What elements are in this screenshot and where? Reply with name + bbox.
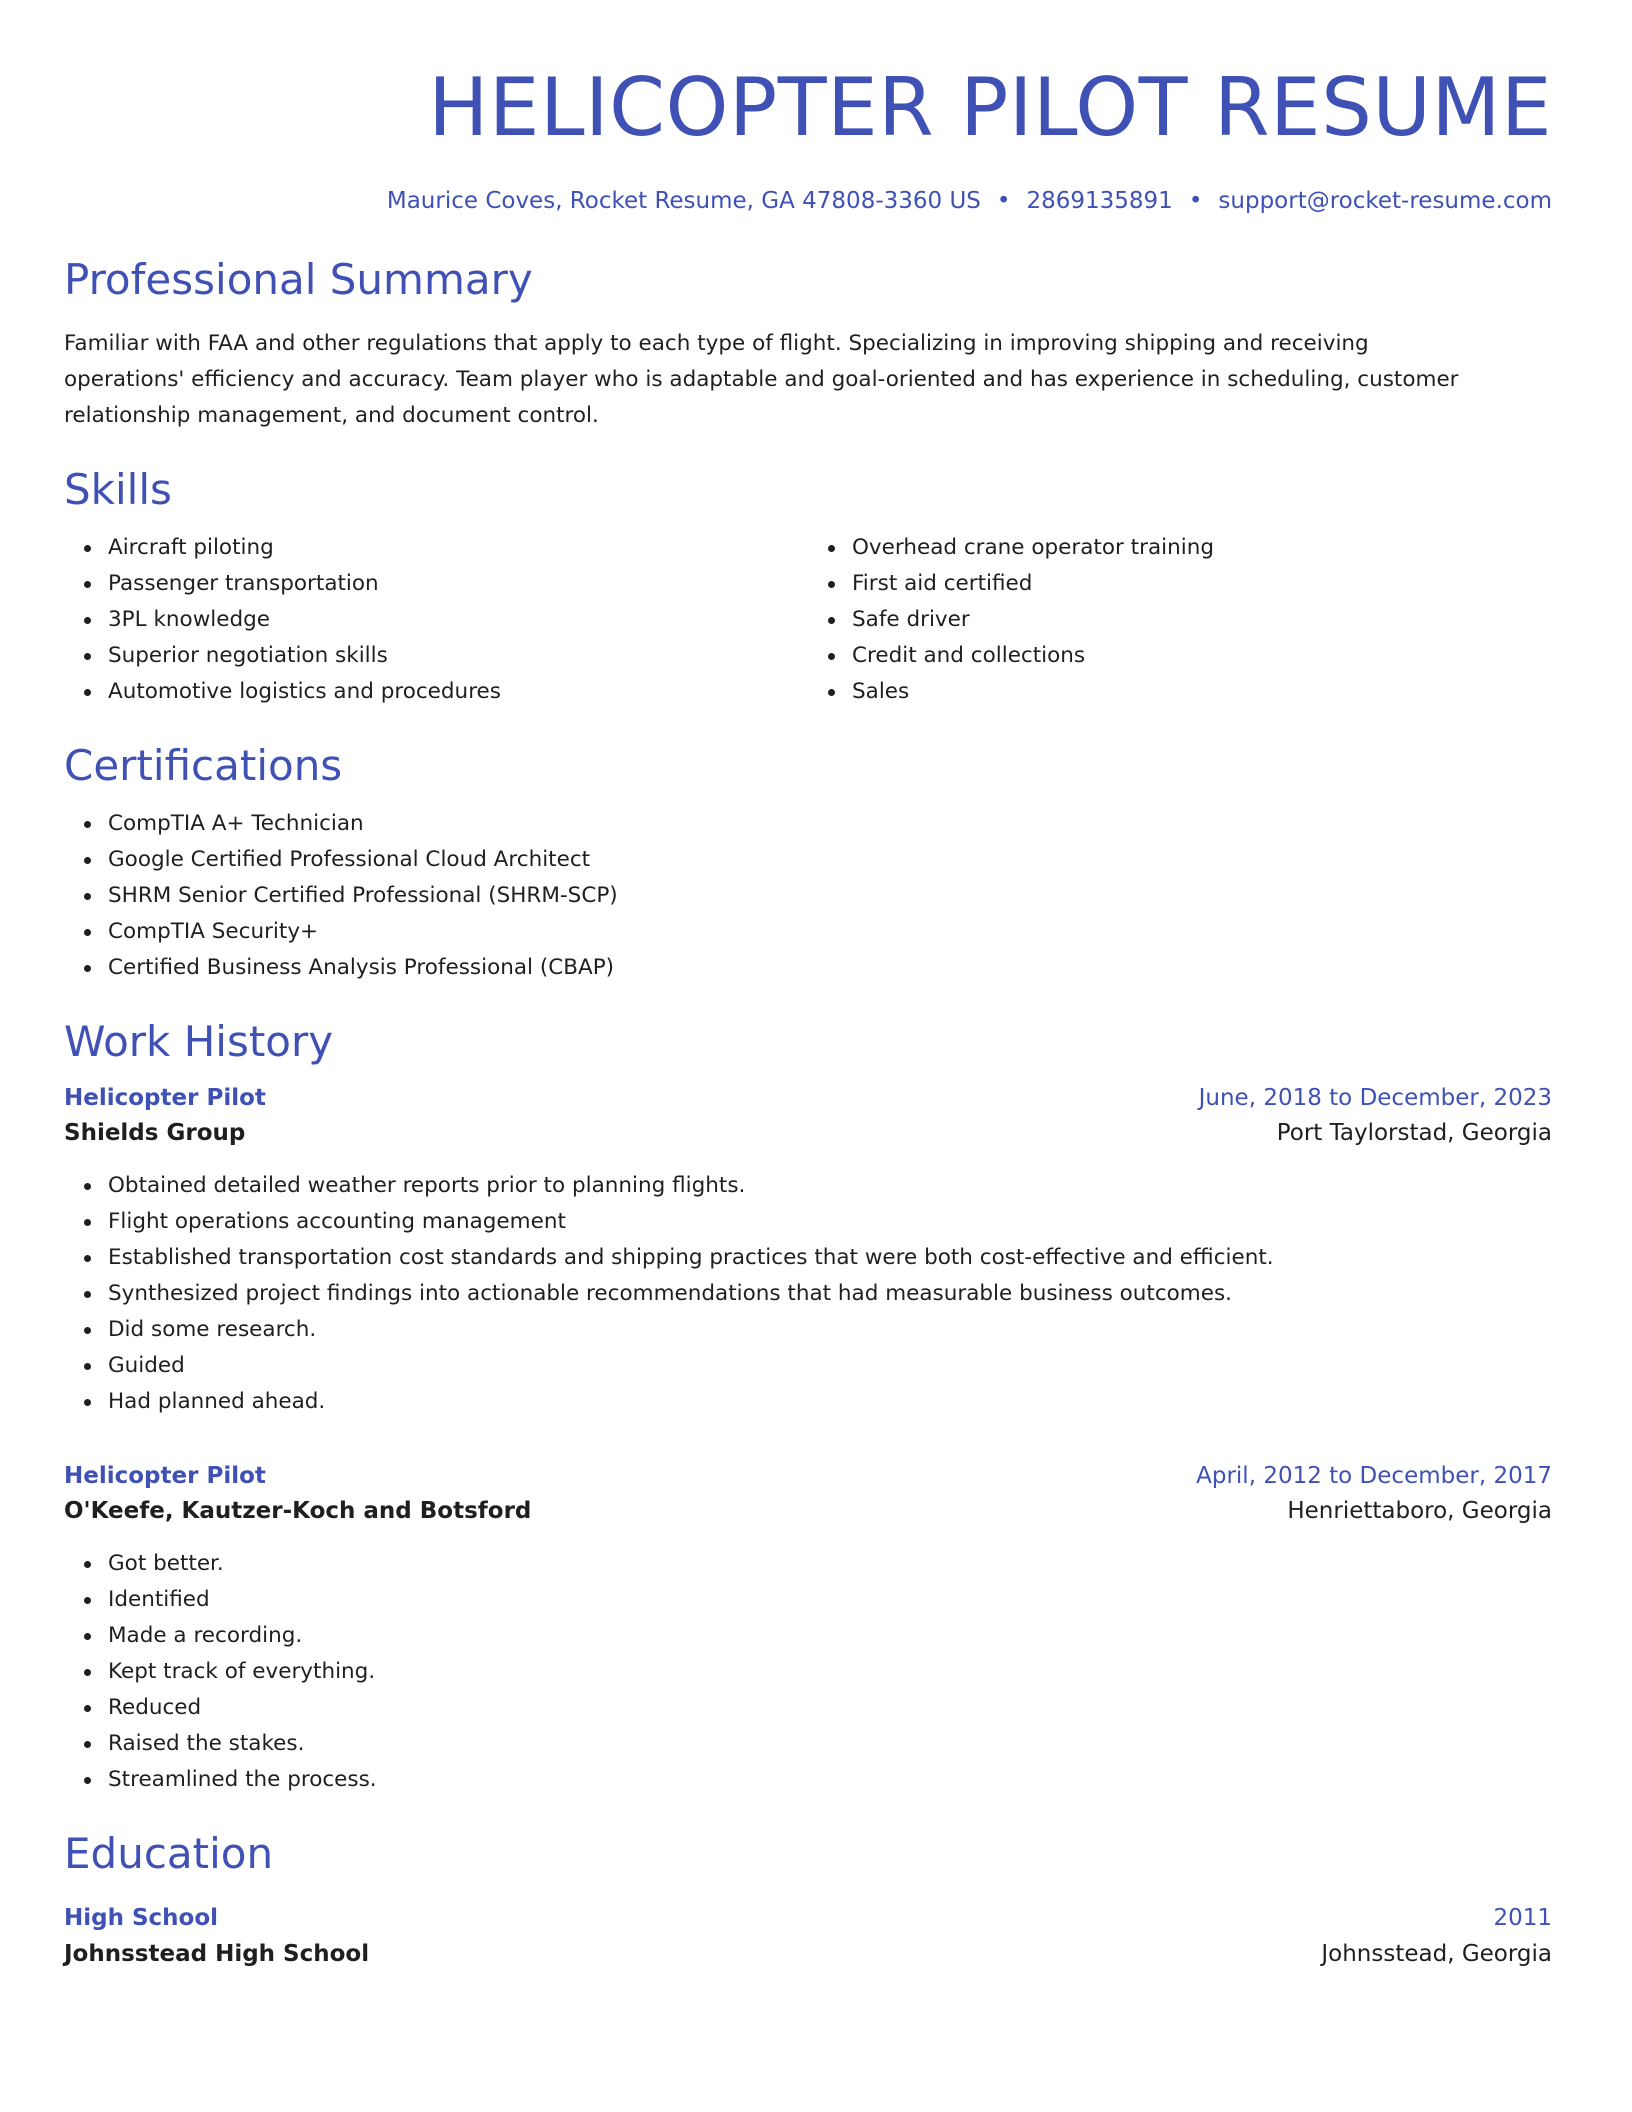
skills-heading: Skills xyxy=(64,465,172,514)
education-entry xyxy=(64,1902,1552,1974)
job-bullet: Identified xyxy=(108,1582,1552,1618)
contact-separator: • xyxy=(1188,188,1203,214)
job-title: Helicopter Pilot xyxy=(64,1085,266,1111)
job-bullet: Synthesized project findings into actionable recommendations that had measurable business outcomes. xyxy=(108,1276,1552,1312)
certification-item: Google Certified Professional Cloud Architect xyxy=(108,842,1552,878)
work-history-section xyxy=(64,1016,1552,1798)
summary-text: Familiar with FAA and other regulations that apply to each type of flight. Specializing in improving shipping and receiving operations' efficiency and accuracy. Team player who is adaptable and goal-oriented and has experience in scheduling, customer relationship management, and document control. xyxy=(64,331,1459,428)
contact-phone: 2869135891 xyxy=(1026,188,1173,214)
job-location: Port Taylorstad, Georgia xyxy=(1276,1120,1552,1146)
work-history-heading: Work History xyxy=(64,1017,334,1066)
job-employer-row xyxy=(64,1114,1552,1152)
job-bullet: Did some research. xyxy=(108,1312,1552,1348)
certifications-heading: Certifications xyxy=(64,741,343,790)
skill-item: Aircraft piloting xyxy=(108,530,808,566)
contact-separator: • xyxy=(996,188,1011,214)
skills-list-left xyxy=(64,530,808,710)
resume-title: HELICOPTER PILOT RESUME xyxy=(428,61,1552,154)
job-bullet: Obtained detailed weather reports prior to planning flights. xyxy=(108,1168,1552,1204)
skills-grid xyxy=(64,516,1552,710)
skills-list-right xyxy=(808,530,1552,710)
education-section xyxy=(64,1828,1552,1974)
job-bullet: Established transportation cost standards and shipping practices that were both cost-effective and efficient. xyxy=(108,1240,1552,1276)
certification-item: CompTIA A+ Technician xyxy=(108,806,1552,842)
summary-section xyxy=(64,254,1552,434)
job-bullet: Guided xyxy=(108,1348,1552,1384)
skill-item: Passenger transportation xyxy=(108,566,808,602)
job-title: Helicopter Pilot xyxy=(64,1463,266,1489)
education-degree-row xyxy=(64,1902,1552,1934)
contact-line xyxy=(64,186,1552,216)
skill-item: Sales xyxy=(852,674,1552,710)
education-degree: High School xyxy=(64,1905,219,1931)
education-school-row xyxy=(64,1934,1552,1974)
job-bullets xyxy=(64,1168,1552,1420)
job-dates: April, 2012 to December, 2017 xyxy=(1196,1463,1552,1489)
skill-item: 3PL knowledge xyxy=(108,602,808,638)
summary-heading: Professional Summary xyxy=(64,255,533,304)
job-employer-row xyxy=(64,1492,1552,1530)
contact-email: support@rocket-resume.com xyxy=(1218,188,1552,214)
job-bullet: Had planned ahead. xyxy=(108,1384,1552,1420)
job-bullet: Made a recording. xyxy=(108,1618,1552,1654)
job-bullet: Raised the stakes. xyxy=(108,1726,1552,1762)
job-bullets xyxy=(64,1546,1552,1798)
certifications-section xyxy=(64,740,1552,986)
job-bullet: Got better. xyxy=(108,1546,1552,1582)
education-year: 2011 xyxy=(1493,1905,1552,1931)
certification-item: CompTIA Security+ xyxy=(108,914,1552,950)
job-employer: O'Keefe, Kautzer-Koch and Botsford xyxy=(64,1498,532,1524)
skill-item: Superior negotiation skills xyxy=(108,638,808,674)
skill-item: Safe driver xyxy=(852,602,1552,638)
skills-section xyxy=(64,464,1552,710)
education-heading: Education xyxy=(64,1829,274,1878)
job-title-row xyxy=(64,1460,1552,1492)
education-school: Johnsstead High School xyxy=(64,1941,370,1967)
job-bullet: Reduced xyxy=(108,1690,1552,1726)
skill-item: Automotive logistics and procedures xyxy=(108,674,808,710)
job-title-row xyxy=(64,1082,1552,1114)
certifications-list xyxy=(64,806,1552,986)
contact-address: Maurice Coves, Rocket Resume, GA 47808-3360 US xyxy=(386,188,981,214)
job-employer: Shields Group xyxy=(64,1120,246,1146)
job-entry xyxy=(64,1082,1552,1420)
skill-item: First aid certified xyxy=(852,566,1552,602)
skill-item: Overhead crane operator training xyxy=(852,530,1552,566)
certification-item: SHRM Senior Certified Professional (SHRM-SCP) xyxy=(108,878,1552,914)
job-entry xyxy=(64,1460,1552,1798)
job-bullet: Kept track of everything. xyxy=(108,1654,1552,1690)
job-bullet: Streamlined the process. xyxy=(108,1762,1552,1798)
job-dates: June, 2018 to December, 2023 xyxy=(1198,1085,1552,1111)
certification-item: Certified Business Analysis Professional (CBAP) xyxy=(108,950,1552,986)
skill-item: Credit and collections xyxy=(852,638,1552,674)
job-bullet: Flight operations accounting management xyxy=(108,1204,1552,1240)
education-location: Johnsstead, Georgia xyxy=(1321,1941,1552,1967)
job-location: Henriettaboro, Georgia xyxy=(1287,1498,1552,1524)
